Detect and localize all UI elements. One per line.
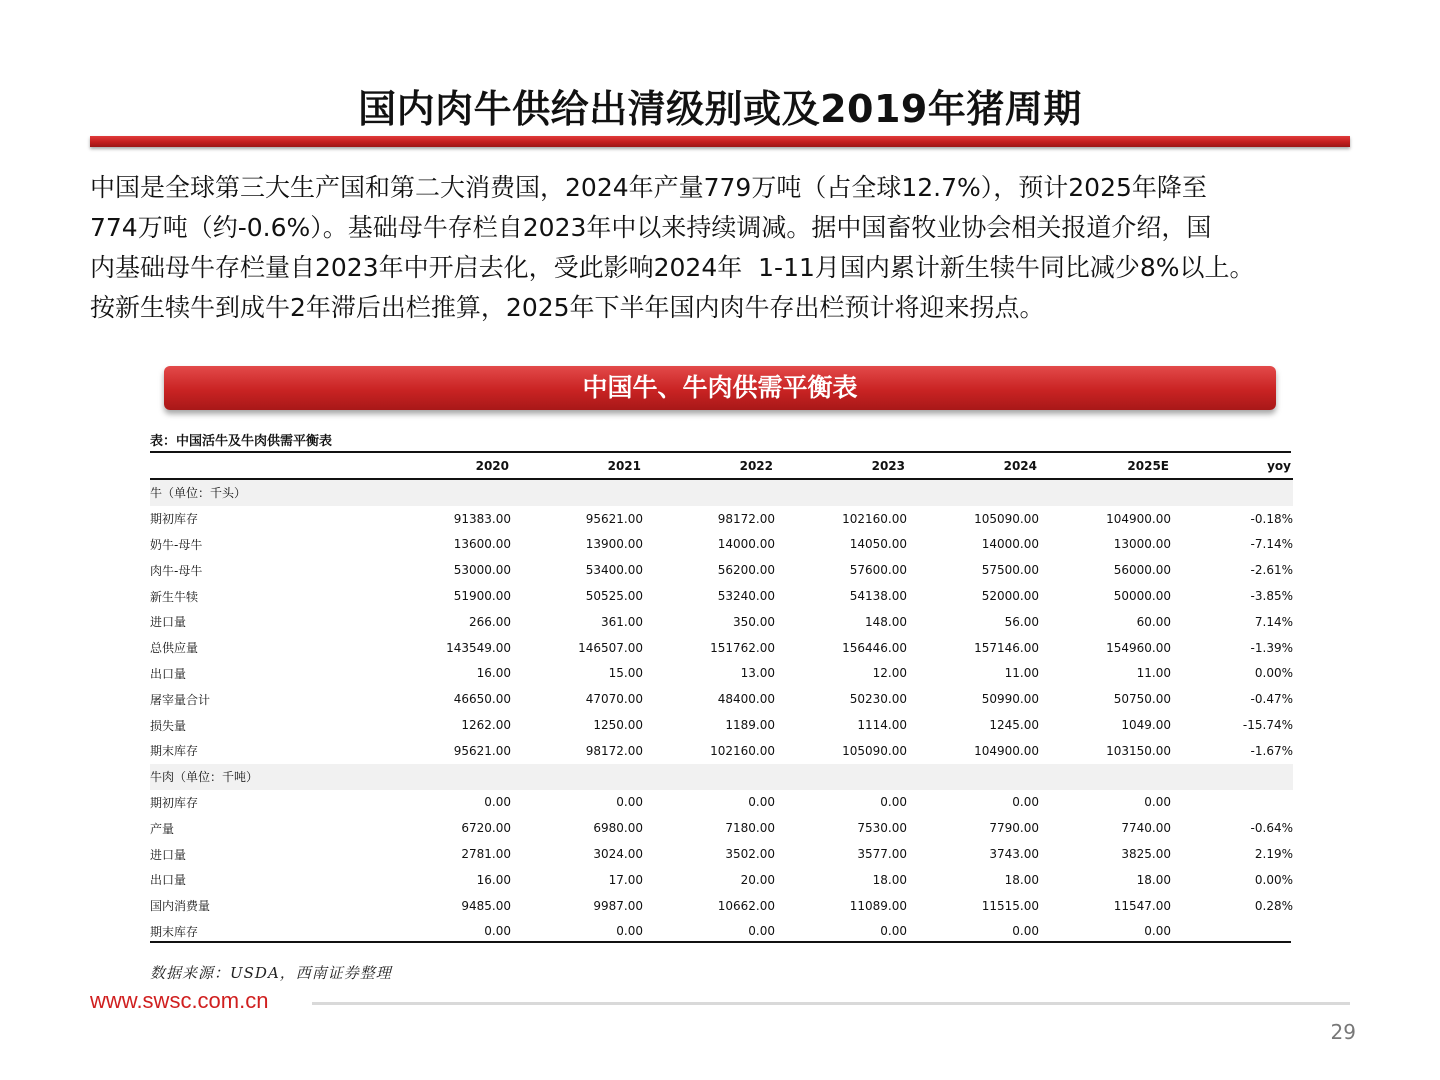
value-cell: -7.14%: [1250, 537, 1293, 552]
value-cell: 11515.00: [981, 898, 1039, 913]
value-cell: 11.00: [1136, 666, 1171, 681]
table-body: [150, 479, 1293, 944]
section-label: 牛（单位：千头）: [150, 479, 1293, 506]
value-cell: [1171, 790, 1293, 816]
value-cell: -2.61%: [1250, 563, 1293, 578]
section-header-row: [150, 479, 1293, 506]
value-cell: 60.00: [1136, 614, 1171, 629]
value-cell: 0.00: [1012, 795, 1039, 810]
table-row: [150, 712, 1293, 738]
value-cell: 0.00: [748, 924, 775, 939]
value-cell: 156446.00: [842, 640, 907, 655]
value-cell: -3.85%: [1250, 589, 1293, 604]
row-label: 国内消费量: [150, 899, 211, 914]
value-cell: 7.14%: [1254, 614, 1293, 629]
row-label: 出口量: [150, 666, 187, 681]
row-label: 期初库存: [150, 512, 199, 527]
header-cell: 2022: [739, 458, 773, 473]
header-cell: 2020: [475, 458, 509, 473]
table-row: [150, 841, 1293, 867]
section-header-row: [150, 764, 1293, 790]
table-row: [150, 635, 1293, 661]
value-cell: 350.00: [733, 614, 775, 629]
value-cell: 14000.00: [981, 537, 1039, 552]
value-cell: 0.00: [1144, 795, 1171, 810]
table-row: [150, 867, 1293, 893]
value-cell: 16.00: [476, 666, 511, 681]
value-cell: 0.00: [616, 795, 643, 810]
value-cell: -0.64%: [1250, 821, 1293, 836]
value-cell: 98172.00: [585, 743, 643, 758]
value-cell: 6720.00: [461, 821, 511, 836]
value-cell: 20.00: [740, 872, 775, 887]
supply-demand-table: [150, 453, 1293, 944]
value-cell: 105090.00: [842, 743, 907, 758]
value-cell: 9485.00: [461, 898, 511, 913]
value-cell: 266.00: [469, 614, 511, 629]
section-label: 牛肉（单位：千吨）: [150, 764, 1293, 790]
value-cell: 50750.00: [1113, 692, 1171, 707]
value-cell: 57600.00: [849, 563, 907, 578]
value-cell: 0.28%: [1254, 898, 1293, 913]
value-cell: 3743.00: [989, 847, 1039, 862]
value-cell: 3502.00: [725, 847, 775, 862]
value-cell: 18.00: [1004, 872, 1039, 887]
value-cell: 18.00: [872, 872, 907, 887]
value-cell: 15.00: [608, 666, 643, 681]
value-cell: 17.00: [608, 872, 643, 887]
value-cell: 9987.00: [593, 898, 643, 913]
value-cell: -1.39%: [1250, 640, 1293, 655]
row-label: 进口量: [150, 615, 187, 630]
value-cell: 1189.00: [725, 718, 775, 733]
value-cell: 102160.00: [842, 511, 907, 526]
value-cell: 154960.00: [1106, 640, 1171, 655]
table-row: [150, 738, 1293, 764]
value-cell: 3024.00: [593, 847, 643, 862]
value-cell: 0.00%: [1254, 666, 1293, 681]
value-cell: 13600.00: [453, 537, 511, 552]
value-cell: 146507.00: [578, 640, 643, 655]
footer-website[interactable]: www.swsc.com.cn: [90, 988, 269, 1013]
row-label: 期末库存: [150, 924, 199, 939]
value-cell: 104900.00: [974, 743, 1039, 758]
value-cell: 1262.00: [461, 718, 511, 733]
row-label: 总供应量: [150, 641, 199, 656]
value-cell: 10662.00: [717, 898, 775, 913]
table-row: [150, 609, 1293, 635]
value-cell: 52000.00: [981, 589, 1039, 604]
table-header-row: [150, 453, 1293, 479]
value-cell: 57500.00: [981, 563, 1039, 578]
row-label: 出口量: [150, 873, 187, 888]
value-cell: 2.19%: [1254, 847, 1293, 862]
table-row: [150, 893, 1293, 919]
intro-line-2: 774万吨（约-0.6%）。基础母牛存栏自2023年中以来持续调减。据中国畜牧业协会相关报道介绍，国: [90, 213, 1212, 242]
value-cell: 1250.00: [593, 718, 643, 733]
value-cell: 7790.00: [989, 821, 1039, 836]
header-cell: [150, 453, 379, 479]
value-cell: 1114.00: [857, 718, 907, 733]
row-label: 产量: [150, 821, 175, 836]
value-cell: 56000.00: [1113, 563, 1171, 578]
value-cell: 50525.00: [585, 589, 643, 604]
value-cell: 51900.00: [453, 589, 511, 604]
table-row: [150, 790, 1293, 816]
header-cell: 2024: [1003, 458, 1037, 473]
table-row: [150, 686, 1293, 712]
value-cell: 3825.00: [1121, 847, 1171, 862]
table-bottom-rule: [150, 941, 1291, 943]
value-cell: 56.00: [1004, 614, 1039, 629]
value-cell: 46650.00: [453, 692, 511, 707]
value-cell: 13.00: [740, 666, 775, 681]
value-cell: 1049.00: [1121, 718, 1171, 733]
value-cell: -15.74%: [1242, 718, 1293, 733]
row-label: 期末库存: [150, 744, 199, 759]
value-cell: 103150.00: [1106, 743, 1171, 758]
title-underline-bar: [90, 136, 1350, 147]
value-cell: 105090.00: [974, 511, 1039, 526]
table-row: [150, 557, 1293, 583]
value-cell: 151762.00: [710, 640, 775, 655]
intro-line-4: 按新生犊牛到成牛2年滞后出栏推算，2025年下半年国内肉牛存出栏预计将迎来拐点。: [90, 293, 1045, 322]
value-cell: 50000.00: [1113, 589, 1171, 604]
value-cell: 14000.00: [717, 537, 775, 552]
value-cell: 11547.00: [1113, 898, 1171, 913]
value-cell: -0.18%: [1250, 511, 1293, 526]
value-cell: 54138.00: [849, 589, 907, 604]
value-cell: 53400.00: [585, 563, 643, 578]
value-cell: 0.00: [748, 795, 775, 810]
value-cell: 143549.00: [446, 640, 511, 655]
value-cell: 0.00: [1144, 924, 1171, 939]
table-caption: 表：中国活牛及牛肉供需平衡表: [150, 434, 333, 449]
value-cell: 11.00: [1004, 666, 1039, 681]
value-cell: 48400.00: [717, 692, 775, 707]
row-label: 奶牛-母牛: [150, 537, 203, 552]
intro-paragraph: [90, 168, 1380, 328]
page-title: 国内肉牛供给出清级别或及2019年猪周期: [358, 87, 1082, 131]
value-cell: 1245.00: [989, 718, 1039, 733]
value-cell: 7530.00: [857, 821, 907, 836]
row-label: 进口量: [150, 847, 187, 862]
header-cell: 2021: [607, 458, 641, 473]
value-cell: 91383.00: [453, 511, 511, 526]
value-cell: -1.67%: [1250, 743, 1293, 758]
value-cell: 18.00: [1136, 872, 1171, 887]
row-label: 损失量: [150, 718, 187, 733]
value-cell: 95621.00: [453, 743, 511, 758]
table-row: [150, 506, 1293, 532]
value-cell: 7740.00: [1121, 821, 1171, 836]
value-cell: 6980.00: [593, 821, 643, 836]
table-banner: 中国牛、牛肉供需平衡表: [164, 366, 1276, 410]
table-row: [150, 661, 1293, 687]
page-number: 29: [1330, 1020, 1356, 1044]
value-cell: 56200.00: [717, 563, 775, 578]
value-cell: 13000.00: [1113, 537, 1171, 552]
row-label: 新生牛犊: [150, 589, 199, 604]
row-label: 屠宰量合计: [150, 692, 211, 707]
row-label: 期初库存: [150, 795, 199, 810]
table-row: [150, 583, 1293, 609]
value-cell: 14050.00: [849, 537, 907, 552]
data-source-note: 数据来源：USDA，西南证券整理: [150, 964, 392, 982]
row-label: 肉牛-母牛: [150, 563, 203, 578]
value-cell: -0.47%: [1250, 692, 1293, 707]
value-cell: 157146.00: [974, 640, 1039, 655]
value-cell: 98172.00: [717, 511, 775, 526]
table-row: [150, 532, 1293, 558]
header-cell: 2025E: [1127, 458, 1169, 473]
table-row: [150, 815, 1293, 841]
value-cell: 50230.00: [849, 692, 907, 707]
value-cell: 11089.00: [849, 898, 907, 913]
value-cell: 361.00: [601, 614, 643, 629]
value-cell: 0.00: [616, 924, 643, 939]
value-cell: 0.00: [484, 795, 511, 810]
header-cell: yoy: [1267, 458, 1291, 473]
value-cell: 0.00: [880, 795, 907, 810]
value-cell: 148.00: [865, 614, 907, 629]
value-cell: 53000.00: [453, 563, 511, 578]
value-cell: 102160.00: [710, 743, 775, 758]
value-cell: 13900.00: [585, 537, 643, 552]
value-cell: 0.00: [1012, 924, 1039, 939]
value-cell: 7180.00: [725, 821, 775, 836]
value-cell: 3577.00: [857, 847, 907, 862]
value-cell: 2781.00: [461, 847, 511, 862]
value-cell: 0.00%: [1254, 872, 1293, 887]
value-cell: 53240.00: [717, 589, 775, 604]
value-cell: 47070.00: [585, 692, 643, 707]
value-cell: 0.00: [484, 924, 511, 939]
footer-divider: [312, 1002, 1350, 1005]
value-cell: 95621.00: [585, 511, 643, 526]
value-cell: 0.00: [880, 924, 907, 939]
intro-line-3: 内基础母牛存栏量自2023年中开启去化，受此影响2024年 1-11月国内累计新生犊牛同比减少8%以上。: [90, 253, 1255, 282]
intro-line-1: 中国是全球第三大生产国和第二大消费国，2024年产量779万吨（占全球12.7%），预计2025年降至: [90, 173, 1207, 202]
value-cell: 104900.00: [1106, 511, 1171, 526]
header-cell: 2023: [871, 458, 905, 473]
value-cell: 50990.00: [981, 692, 1039, 707]
value-cell: 12.00: [872, 666, 907, 681]
value-cell: 16.00: [476, 872, 511, 887]
